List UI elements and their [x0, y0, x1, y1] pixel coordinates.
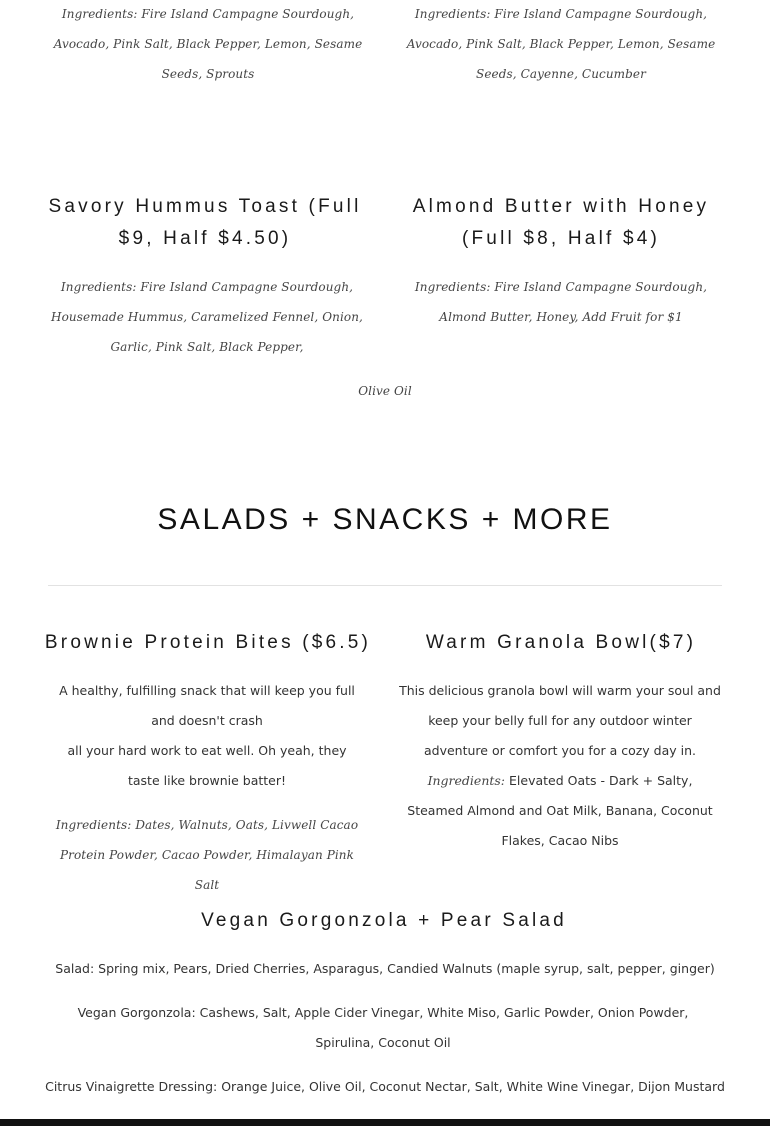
- almond-butter-toast-ingredients: Ingredients: Fire Island Campagne Sourdough, Almond Butter, Honey, Add Fruit for $1: [414, 280, 708, 324]
- hummus-toast-ingredients: Ingredients: Fire Island Campagne Sourdough, Housemade Hummus, Caramelized Fennel, Onion, Garlic, Pink Salt, Black Pepper,: [51, 280, 363, 354]
- footer-bar: [0, 1119, 770, 1126]
- brownie-bites-description-1: A healthy, fulfilling snack that will keep you full and doesn't crash: [59, 683, 355, 728]
- granola-bowl-title: Warm Granola Bowl($7): [425, 632, 697, 653]
- brownie-bites-ingredients: Ingredients: Dates, Walnuts, Oats, Livwell Cacao Protein Powder, Cacao Powder, Himalayan Pink Salt: [55, 818, 359, 892]
- brownie-bites-title: Brownie Protein Bites ($6.5): [44, 632, 372, 653]
- vegan-gorgonzola-line: Vegan Gorgonzola: Cashews, Salt, Apple Cider Vinegar, White Miso, Garlic Powder, Onion Powder, Spirulina, Coconut Oil: [77, 1005, 689, 1050]
- salad-title: Vegan Gorgonzola + Pear Salad: [201, 910, 567, 931]
- granola-bowl-text: [398, 676, 722, 856]
- citrus-dressing-line: Citrus Vinaigrette Dressing: Orange Juice, Olive Oil, Coconut Nectar, Salt, White Wine Vinegar, Dijon Mustard: [45, 1079, 725, 1094]
- brownie-bites-description: [52, 676, 362, 796]
- spicy-avocado-toast-ingredients: Ingredients: Fire Island Campagne Sourdough, Avocado, Pink Salt, Black Pepper, Lemon, Sesame Seeds, Cayenne, Cucumber: [406, 7, 716, 81]
- section-divider: [48, 585, 722, 586]
- avocado-toast-ingredients: Ingredients: Fire Island Campagne Sourdough, Avocado, Pink Salt, Black Pepper, Lemon, Sesame Seeds, Sprouts: [53, 7, 363, 81]
- orphan-ingredient-line: Olive Oil: [358, 384, 412, 398]
- granola-bowl-description: This delicious granola bowl will warm your soul and keep your belly full for any outdoor winter adventure or comfort you for a cozy day in.: [399, 683, 721, 758]
- brownie-bites-description-2: all your hard work to eat well. Oh yeah, they taste like brownie batter!: [67, 743, 347, 788]
- hummus-toast-title: Savory Hummus Toast (Full $9, Half $4.50): [48, 196, 362, 249]
- section-heading: SALADS + SNACKS + MORE: [157, 503, 613, 536]
- salad-line: Salad: Spring mix, Pears, Dried Cherries, Asparagus, Candied Walnuts (maple syrup, salt, pepper, ginger): [55, 961, 715, 976]
- granola-bowl-ingredients-list: Elevated Oats - Dark + Salty, Steamed Almond and Oat Milk, Banana, Coconut Flakes, Cacao Nibs: [407, 773, 713, 848]
- granola-bowl-ingredients-label: Ingredients:: [427, 773, 506, 788]
- granola-bowl-ingredients: [398, 766, 722, 856]
- almond-butter-toast-title: Almond Butter with Honey (Full $8, Half $4): [412, 196, 710, 249]
